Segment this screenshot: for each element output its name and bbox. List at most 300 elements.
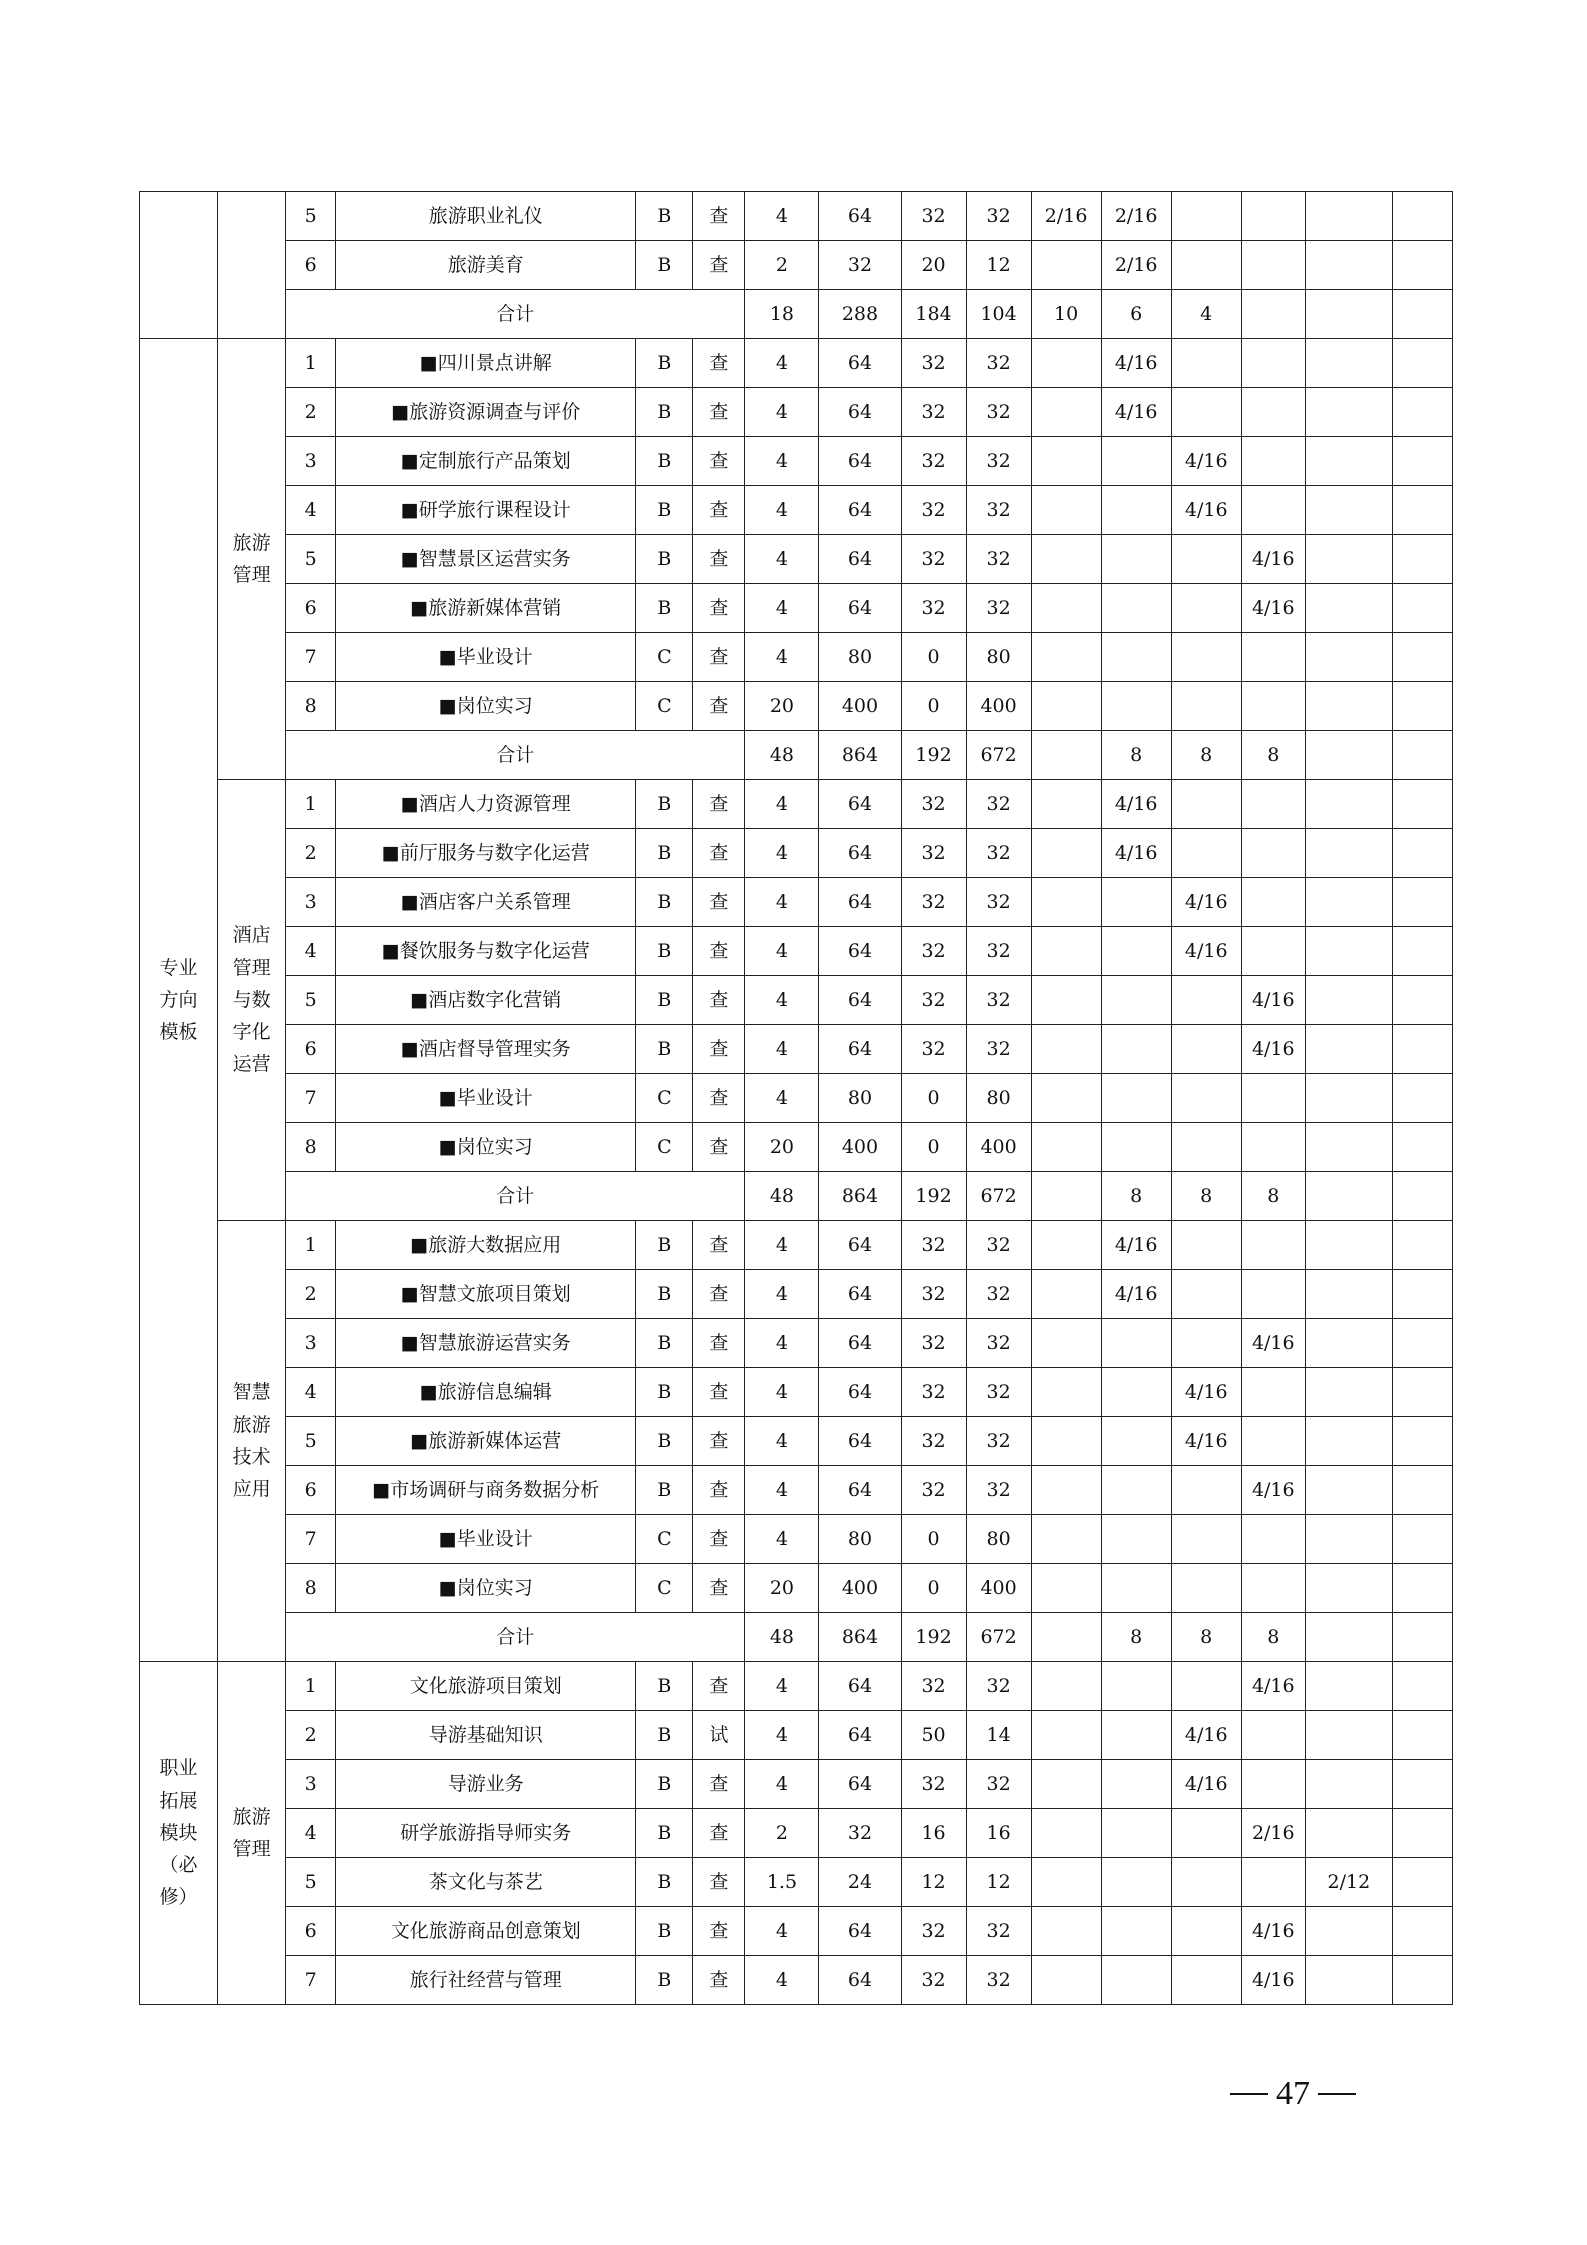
course-s4 bbox=[1241, 1368, 1305, 1417]
course-practice: 16 bbox=[966, 1809, 1031, 1858]
row-number: 6 bbox=[286, 1025, 336, 1074]
course-exam: 查 bbox=[693, 192, 745, 241]
group-cell-continued bbox=[218, 192, 286, 339]
course-s6 bbox=[1392, 1956, 1452, 2005]
course-practice: 32 bbox=[966, 535, 1031, 584]
course-s5 bbox=[1305, 1956, 1392, 2005]
course-type: B bbox=[636, 1319, 693, 1368]
course-type: B bbox=[636, 241, 693, 290]
course-s1 bbox=[1031, 1662, 1101, 1711]
course-row bbox=[140, 1466, 1453, 1515]
course-exam: 查 bbox=[693, 1123, 745, 1172]
course-practice: 32 bbox=[966, 1417, 1031, 1466]
group-label-text: 智慧旅游技术应用 bbox=[232, 1381, 271, 1501]
course-row bbox=[140, 1858, 1453, 1907]
course-s2 bbox=[1101, 1760, 1171, 1809]
course-s3 bbox=[1171, 192, 1241, 241]
course-s2 bbox=[1101, 1515, 1171, 1564]
course-exam: 查 bbox=[693, 1662, 745, 1711]
course-s1 bbox=[1031, 1711, 1101, 1760]
course-total: 64 bbox=[819, 437, 901, 486]
course-s6 bbox=[1392, 927, 1452, 976]
row-number: 5 bbox=[286, 976, 336, 1025]
course-name: ■研学旅行课程设计 bbox=[336, 486, 636, 535]
course-exam: 查 bbox=[693, 437, 745, 486]
subtotal-s4: 8 bbox=[1241, 1172, 1305, 1221]
course-s6 bbox=[1392, 1809, 1452, 1858]
course-row bbox=[140, 1368, 1453, 1417]
row-number: 4 bbox=[286, 927, 336, 976]
row-number: 1 bbox=[286, 339, 336, 388]
subtotal-s1 bbox=[1031, 731, 1101, 780]
course-s5 bbox=[1305, 829, 1392, 878]
course-s6 bbox=[1392, 1123, 1452, 1172]
course-name: ■前厅服务与数字化运营 bbox=[336, 829, 636, 878]
subtotal-practice: 672 bbox=[966, 1172, 1031, 1221]
course-s5 bbox=[1305, 1466, 1392, 1515]
course-type: B bbox=[636, 1466, 693, 1515]
course-s5 bbox=[1305, 1221, 1392, 1270]
course-s4 bbox=[1241, 1564, 1305, 1613]
course-name: ■市场调研与商务数据分析 bbox=[336, 1466, 636, 1515]
subtotal-s3: 8 bbox=[1171, 1613, 1241, 1662]
course-credit: 4 bbox=[745, 633, 819, 682]
course-s5 bbox=[1305, 535, 1392, 584]
course-s1 bbox=[1031, 1368, 1101, 1417]
course-type: B bbox=[636, 1662, 693, 1711]
course-s2 bbox=[1101, 1809, 1171, 1858]
course-s2 bbox=[1101, 437, 1171, 486]
course-credit: 4 bbox=[745, 1711, 819, 1760]
course-s6 bbox=[1392, 1662, 1452, 1711]
course-s2 bbox=[1101, 1123, 1171, 1172]
course-s5 bbox=[1305, 437, 1392, 486]
subtotal-row bbox=[140, 1172, 1453, 1221]
page-footer bbox=[1222, 2075, 1364, 2113]
course-s5 bbox=[1305, 1417, 1392, 1466]
course-theory: 32 bbox=[901, 1368, 966, 1417]
course-name: ■酒店客户关系管理 bbox=[336, 878, 636, 927]
course-s4 bbox=[1241, 829, 1305, 878]
course-practice: 14 bbox=[966, 1711, 1031, 1760]
course-exam: 试 bbox=[693, 1711, 745, 1760]
course-s6 bbox=[1392, 1858, 1452, 1907]
course-credit: 2 bbox=[745, 241, 819, 290]
course-s6 bbox=[1392, 339, 1452, 388]
subtotal-s6 bbox=[1392, 731, 1452, 780]
course-s3 bbox=[1171, 535, 1241, 584]
course-s1 bbox=[1031, 241, 1101, 290]
course-total: 64 bbox=[819, 535, 901, 584]
course-total: 64 bbox=[819, 388, 901, 437]
course-s3: 4/16 bbox=[1171, 927, 1241, 976]
group-label-text: 旅游管理 bbox=[232, 531, 271, 586]
course-s6 bbox=[1392, 1074, 1452, 1123]
course-s2 bbox=[1101, 682, 1171, 731]
course-s4 bbox=[1241, 780, 1305, 829]
course-credit: 4 bbox=[745, 1417, 819, 1466]
course-s1 bbox=[1031, 388, 1101, 437]
course-s6 bbox=[1392, 535, 1452, 584]
course-theory: 0 bbox=[901, 1564, 966, 1613]
group-label-text: 旅游管理 bbox=[232, 1805, 271, 1860]
course-row bbox=[140, 682, 1453, 731]
course-s6 bbox=[1392, 633, 1452, 682]
row-number: 6 bbox=[286, 1907, 336, 1956]
course-s5 bbox=[1305, 1319, 1392, 1368]
course-s2: 4/16 bbox=[1101, 339, 1171, 388]
course-type: C bbox=[636, 1564, 693, 1613]
course-s2: 4/16 bbox=[1101, 829, 1171, 878]
course-theory: 12 bbox=[901, 1858, 966, 1907]
course-name: ■旅游新媒体运营 bbox=[336, 1417, 636, 1466]
course-s4 bbox=[1241, 1515, 1305, 1564]
course-type: C bbox=[636, 682, 693, 731]
course-s4: 4/16 bbox=[1241, 1025, 1305, 1074]
course-s6 bbox=[1392, 878, 1452, 927]
course-row bbox=[140, 1074, 1453, 1123]
course-s5 bbox=[1305, 976, 1392, 1025]
subtotal-total: 288 bbox=[819, 290, 901, 339]
course-total: 32 bbox=[819, 1809, 901, 1858]
course-s1 bbox=[1031, 878, 1101, 927]
course-name: ■旅游资源调查与评价 bbox=[336, 388, 636, 437]
course-s1 bbox=[1031, 780, 1101, 829]
course-theory: 32 bbox=[901, 437, 966, 486]
course-practice: 400 bbox=[966, 1123, 1031, 1172]
course-theory: 32 bbox=[901, 1270, 966, 1319]
course-theory: 32 bbox=[901, 1466, 966, 1515]
course-row bbox=[140, 878, 1453, 927]
course-theory: 32 bbox=[901, 780, 966, 829]
course-total: 64 bbox=[819, 927, 901, 976]
course-theory: 32 bbox=[901, 1417, 966, 1466]
course-row bbox=[140, 1662, 1453, 1711]
course-s2: 4/16 bbox=[1101, 1221, 1171, 1270]
course-type: B bbox=[636, 192, 693, 241]
course-practice: 32 bbox=[966, 339, 1031, 388]
course-s4 bbox=[1241, 1221, 1305, 1270]
course-name: ■毕业设计 bbox=[336, 1074, 636, 1123]
course-credit: 4 bbox=[745, 829, 819, 878]
course-total: 64 bbox=[819, 1956, 901, 2005]
course-name: ■餐饮服务与数字化运营 bbox=[336, 927, 636, 976]
course-name: ■旅游大数据应用 bbox=[336, 1221, 636, 1270]
course-theory: 0 bbox=[901, 1515, 966, 1564]
course-s5 bbox=[1305, 192, 1392, 241]
subtotal-total: 864 bbox=[819, 1172, 901, 1221]
course-theory: 32 bbox=[901, 1319, 966, 1368]
course-s3: 4/16 bbox=[1171, 1417, 1241, 1466]
subtotal-label: 合计 bbox=[286, 731, 745, 780]
course-name: 旅游职业礼仪 bbox=[336, 192, 636, 241]
course-s6 bbox=[1392, 241, 1452, 290]
course-s1 bbox=[1031, 1270, 1101, 1319]
course-s1 bbox=[1031, 927, 1101, 976]
course-s2 bbox=[1101, 584, 1171, 633]
course-row bbox=[140, 976, 1453, 1025]
course-name: ■四川景点讲解 bbox=[336, 339, 636, 388]
course-s1 bbox=[1031, 535, 1101, 584]
group-label-text: 酒店管理与数字化运营 bbox=[232, 924, 271, 1076]
course-s2 bbox=[1101, 1417, 1171, 1466]
course-theory: 20 bbox=[901, 241, 966, 290]
course-total: 64 bbox=[819, 192, 901, 241]
course-theory: 50 bbox=[901, 1711, 966, 1760]
row-number: 1 bbox=[286, 780, 336, 829]
course-practice: 32 bbox=[966, 584, 1031, 633]
course-s5: 2/12 bbox=[1305, 1858, 1392, 1907]
course-name: ■酒店督导管理实务 bbox=[336, 1025, 636, 1074]
course-type: B bbox=[636, 1956, 693, 2005]
course-row bbox=[140, 1319, 1453, 1368]
course-row bbox=[140, 1809, 1453, 1858]
course-name: ■定制旅行产品策划 bbox=[336, 437, 636, 486]
course-s5 bbox=[1305, 878, 1392, 927]
course-theory: 32 bbox=[901, 829, 966, 878]
course-type: B bbox=[636, 584, 693, 633]
row-number: 3 bbox=[286, 878, 336, 927]
course-s6 bbox=[1392, 192, 1452, 241]
course-s1 bbox=[1031, 633, 1101, 682]
course-credit: 4 bbox=[745, 1270, 819, 1319]
course-theory: 32 bbox=[901, 878, 966, 927]
course-exam: 查 bbox=[693, 1417, 745, 1466]
subtotal-s6 bbox=[1392, 1613, 1452, 1662]
course-name: ■岗位实习 bbox=[336, 1123, 636, 1172]
course-row bbox=[140, 437, 1453, 486]
row-number: 4 bbox=[286, 486, 336, 535]
subtotal-row bbox=[140, 731, 1453, 780]
course-theory: 32 bbox=[901, 976, 966, 1025]
course-exam: 查 bbox=[693, 535, 745, 584]
course-total: 64 bbox=[819, 1466, 901, 1515]
course-s3: 4/16 bbox=[1171, 878, 1241, 927]
course-theory: 0 bbox=[901, 682, 966, 731]
course-s6 bbox=[1392, 1270, 1452, 1319]
course-credit: 4 bbox=[745, 584, 819, 633]
course-s2 bbox=[1101, 976, 1171, 1025]
course-total: 80 bbox=[819, 1074, 901, 1123]
course-credit: 4 bbox=[745, 535, 819, 584]
course-s4: 4/16 bbox=[1241, 1662, 1305, 1711]
course-type: C bbox=[636, 1515, 693, 1564]
course-s5 bbox=[1305, 1907, 1392, 1956]
course-type: B bbox=[636, 486, 693, 535]
course-s1 bbox=[1031, 976, 1101, 1025]
course-exam: 查 bbox=[693, 1858, 745, 1907]
course-s4 bbox=[1241, 927, 1305, 976]
course-type: B bbox=[636, 535, 693, 584]
course-practice: 32 bbox=[966, 976, 1031, 1025]
course-exam: 查 bbox=[693, 780, 745, 829]
course-exam: 查 bbox=[693, 927, 745, 976]
course-s4 bbox=[1241, 878, 1305, 927]
subtotal-s3: 4 bbox=[1171, 290, 1241, 339]
row-number: 7 bbox=[286, 1074, 336, 1123]
course-name: ■智慧旅游运营实务 bbox=[336, 1319, 636, 1368]
course-s2 bbox=[1101, 1858, 1171, 1907]
course-credit: 4 bbox=[745, 486, 819, 535]
subtotal-s6 bbox=[1392, 290, 1452, 339]
row-number: 2 bbox=[286, 388, 336, 437]
course-practice: 80 bbox=[966, 1515, 1031, 1564]
course-total: 64 bbox=[819, 486, 901, 535]
course-theory: 16 bbox=[901, 1809, 966, 1858]
course-total: 80 bbox=[819, 1515, 901, 1564]
course-row bbox=[140, 535, 1453, 584]
course-practice: 12 bbox=[966, 241, 1031, 290]
course-credit: 4 bbox=[745, 1368, 819, 1417]
course-s3 bbox=[1171, 976, 1241, 1025]
course-name: ■智慧景区运营实务 bbox=[336, 535, 636, 584]
course-credit: 4 bbox=[745, 1074, 819, 1123]
row-number: 5 bbox=[286, 1417, 336, 1466]
course-s3: 4/16 bbox=[1171, 1711, 1241, 1760]
course-total: 64 bbox=[819, 1319, 901, 1368]
row-number: 3 bbox=[286, 437, 336, 486]
course-s4: 4/16 bbox=[1241, 535, 1305, 584]
course-row bbox=[140, 1564, 1453, 1613]
course-s4 bbox=[1241, 1417, 1305, 1466]
course-practice: 80 bbox=[966, 633, 1031, 682]
course-s1 bbox=[1031, 339, 1101, 388]
course-s5 bbox=[1305, 927, 1392, 976]
course-name: ■酒店数字化营销 bbox=[336, 976, 636, 1025]
subtotal-s3: 8 bbox=[1171, 1172, 1241, 1221]
course-s6 bbox=[1392, 437, 1452, 486]
group-label bbox=[218, 780, 286, 1221]
course-credit: 20 bbox=[745, 682, 819, 731]
course-s6 bbox=[1392, 976, 1452, 1025]
course-s5 bbox=[1305, 1368, 1392, 1417]
subtotal-s4: 8 bbox=[1241, 1613, 1305, 1662]
course-s3 bbox=[1171, 1515, 1241, 1564]
course-s4 bbox=[1241, 1074, 1305, 1123]
course-s4: 4/16 bbox=[1241, 1907, 1305, 1956]
subtotal-s5 bbox=[1305, 1613, 1392, 1662]
course-s1 bbox=[1031, 829, 1101, 878]
course-s1 bbox=[1031, 1956, 1101, 2005]
course-s5 bbox=[1305, 1564, 1392, 1613]
course-s1 bbox=[1031, 1564, 1101, 1613]
course-s3 bbox=[1171, 1123, 1241, 1172]
course-total: 64 bbox=[819, 1221, 901, 1270]
course-s5 bbox=[1305, 682, 1392, 731]
course-s2 bbox=[1101, 878, 1171, 927]
course-total: 24 bbox=[819, 1858, 901, 1907]
course-theory: 32 bbox=[901, 388, 966, 437]
course-s3 bbox=[1171, 1564, 1241, 1613]
row-number: 4 bbox=[286, 1809, 336, 1858]
course-s3: 4/16 bbox=[1171, 437, 1241, 486]
course-row bbox=[140, 339, 1453, 388]
course-row bbox=[140, 1956, 1453, 2005]
course-practice: 32 bbox=[966, 388, 1031, 437]
course-type: C bbox=[636, 1123, 693, 1172]
footer-dash-right bbox=[1318, 2093, 1356, 2095]
course-exam: 查 bbox=[693, 486, 745, 535]
row-number: 8 bbox=[286, 1564, 336, 1613]
course-total: 64 bbox=[819, 339, 901, 388]
course-practice: 400 bbox=[966, 1564, 1031, 1613]
course-type: B bbox=[636, 339, 693, 388]
course-name: ■岗位实习 bbox=[336, 1564, 636, 1613]
course-theory: 32 bbox=[901, 1956, 966, 2005]
course-s3 bbox=[1171, 682, 1241, 731]
subtotal-credit: 48 bbox=[745, 1172, 819, 1221]
course-s3: 4/16 bbox=[1171, 1760, 1241, 1809]
subtotal-theory: 192 bbox=[901, 1613, 966, 1662]
course-s5 bbox=[1305, 1515, 1392, 1564]
course-total: 400 bbox=[819, 1123, 901, 1172]
course-theory: 32 bbox=[901, 535, 966, 584]
course-practice: 32 bbox=[966, 1466, 1031, 1515]
course-exam: 查 bbox=[693, 1319, 745, 1368]
course-s3 bbox=[1171, 1319, 1241, 1368]
course-practice: 12 bbox=[966, 1858, 1031, 1907]
course-type: B bbox=[636, 1907, 693, 1956]
course-s1 bbox=[1031, 1515, 1101, 1564]
course-s1 bbox=[1031, 1123, 1101, 1172]
subtotal-row bbox=[140, 290, 1453, 339]
subtotal-s1: 10 bbox=[1031, 290, 1101, 339]
row-number: 1 bbox=[286, 1662, 336, 1711]
course-s3: 4/16 bbox=[1171, 1368, 1241, 1417]
course-s4: 4/16 bbox=[1241, 1466, 1305, 1515]
course-exam: 查 bbox=[693, 682, 745, 731]
course-type: B bbox=[636, 829, 693, 878]
course-s2 bbox=[1101, 1025, 1171, 1074]
course-s6 bbox=[1392, 829, 1452, 878]
course-s4 bbox=[1241, 1123, 1305, 1172]
group-label bbox=[218, 339, 286, 780]
course-exam: 查 bbox=[693, 584, 745, 633]
subtotal-s2: 8 bbox=[1101, 1172, 1171, 1221]
course-name: 导游基础知识 bbox=[336, 1711, 636, 1760]
course-practice: 32 bbox=[966, 1956, 1031, 2005]
course-type: B bbox=[636, 1270, 693, 1319]
course-name: 文化旅游项目策划 bbox=[336, 1662, 636, 1711]
course-exam: 查 bbox=[693, 829, 745, 878]
course-row bbox=[140, 1417, 1453, 1466]
course-s5 bbox=[1305, 1711, 1392, 1760]
course-s6 bbox=[1392, 486, 1452, 535]
module-cell-continued bbox=[140, 192, 218, 339]
course-s3 bbox=[1171, 339, 1241, 388]
course-practice: 32 bbox=[966, 1662, 1031, 1711]
course-total: 400 bbox=[819, 682, 901, 731]
course-s6 bbox=[1392, 1564, 1452, 1613]
course-s2 bbox=[1101, 1564, 1171, 1613]
course-s2 bbox=[1101, 1662, 1171, 1711]
subtotal-s2: 8 bbox=[1101, 1613, 1171, 1662]
subtotal-s3: 8 bbox=[1171, 731, 1241, 780]
course-s2 bbox=[1101, 1466, 1171, 1515]
subtotal-credit: 18 bbox=[745, 290, 819, 339]
course-s1 bbox=[1031, 486, 1101, 535]
course-exam: 查 bbox=[693, 1760, 745, 1809]
course-s4 bbox=[1241, 486, 1305, 535]
group-label bbox=[218, 1662, 286, 2005]
row-number: 8 bbox=[286, 682, 336, 731]
footer-dash-left bbox=[1230, 2093, 1268, 2095]
course-practice: 32 bbox=[966, 486, 1031, 535]
course-row bbox=[140, 1907, 1453, 1956]
course-s6 bbox=[1392, 1319, 1452, 1368]
row-number: 6 bbox=[286, 1466, 336, 1515]
course-s3 bbox=[1171, 1956, 1241, 2005]
